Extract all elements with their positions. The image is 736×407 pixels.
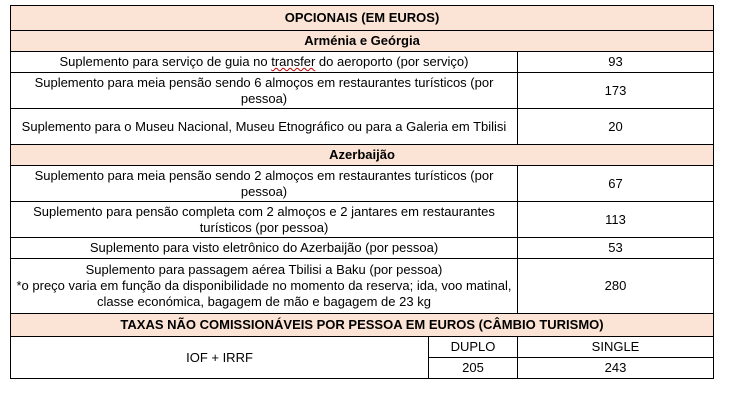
row-description: Suplemento para meia pensão sendo 2 almoços em restaurantes turísticos (por pessoa) [11,166,518,202]
row-value: 173 [518,73,714,109]
row-value: 20 [518,109,714,145]
options-table-wrapper [10,5,713,379]
table-row [11,166,714,202]
row-description: Suplemento para o Museu Nacional, Museu Etnográfico ou para a Galeria em Tbilisi [11,109,518,145]
row-value: 53 [518,238,714,259]
row-note: *o preço varia em função da disponibilidade no momento da reserva; ida, voo matinal, classe económica, bagagem de mão e bagagem de 23 kg [16,278,512,309]
row-description [11,52,518,73]
taxes-col-single: SINGLE [518,337,714,358]
row-value: 93 [518,52,714,73]
section-header-row [11,145,714,166]
table-row [11,259,714,314]
row-text: do aeroporto (por serviço) [315,54,469,69]
table-row [11,73,714,109]
section-title-armenia-georgia: Arménia e Geórgia [11,31,714,52]
row-text: Suplemento para passagem aérea Tbilisi a Baku (por pessoa) [85,262,443,277]
section-title-azerbaijan: Azerbaijão [11,145,714,166]
row-description: Suplemento para meia pensão sendo 6 almoços em restaurantes turísticos (por pessoa) [11,73,518,109]
row-value: 67 [518,166,714,202]
taxes-value-duplo: 205 [429,358,518,379]
section-header-row [11,31,714,52]
row-text-underlined: transfer [271,54,316,69]
options-table [10,5,714,379]
taxes-col-duplo: DUPLO [429,337,518,358]
table-row [11,202,714,238]
taxes-header-row [11,314,714,337]
row-description [11,259,518,314]
row-text: Suplemento para serviço de guia no [59,54,272,69]
table-row [11,52,714,73]
row-value: 280 [518,259,714,314]
table-row [11,109,714,145]
table-row [11,238,714,259]
row-description: Suplemento para pensão completa com 2 almoços e 2 jantares em restaurantes turísticos (por pessoa) [11,202,518,238]
taxes-row [11,337,714,358]
title-row [11,6,714,31]
row-value: 113 [518,202,714,238]
row-description: Suplemento para visto eletrônico do Azerbaijão (por pessoa) [11,238,518,259]
taxes-value-single: 243 [518,358,714,379]
table-title: OPCIONAIS (EM EUROS) [11,6,714,31]
taxes-title: TAXAS NÃO COMISSIONÁVEIS POR PESSOA EM EUROS (CÂMBIO TURISMO) [11,314,714,337]
taxes-label: IOF + IRRF [11,337,429,379]
